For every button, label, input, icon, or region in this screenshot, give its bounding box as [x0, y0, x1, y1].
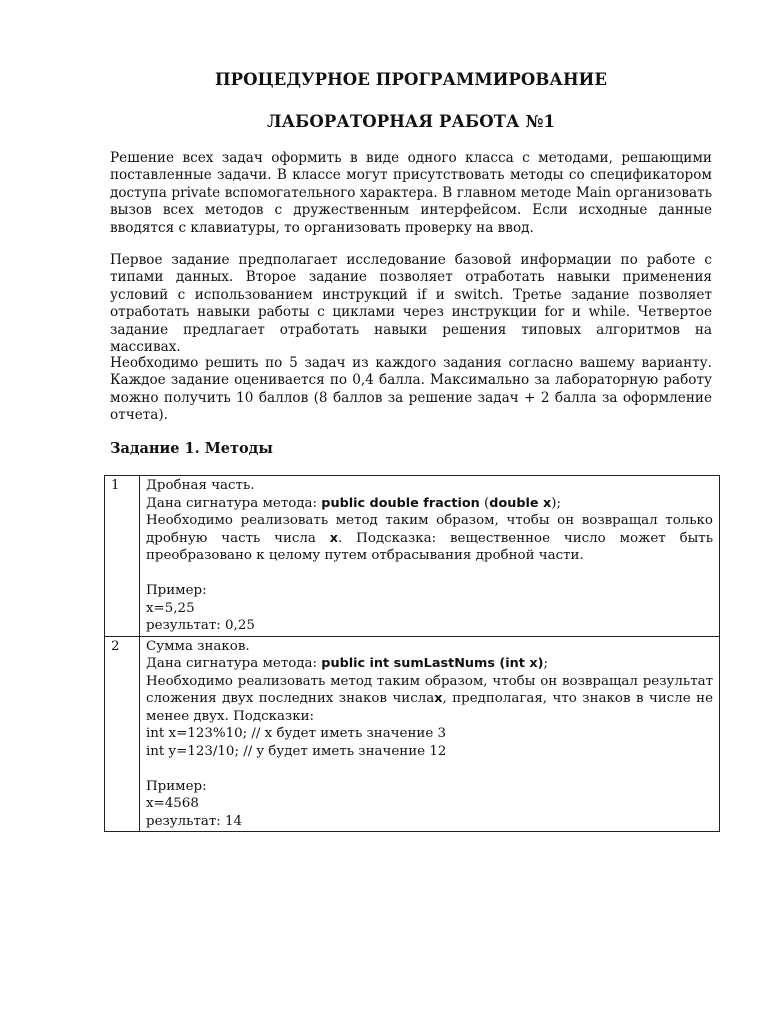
document-title: ПРОЦЕДУРНОЕ ПРОГРАММИРОВАНИЕ	[214, 70, 608, 89]
signature-code: public double fraction	[321, 495, 480, 511]
signature-param: double x	[489, 495, 552, 511]
description-variable: x	[329, 530, 339, 546]
spacer	[146, 565, 713, 583]
example-result: результат: 14	[146, 813, 243, 829]
task-content	[140, 636, 720, 832]
table-row	[105, 476, 720, 637]
document-subtitle: ЛАБОРАТОРНАЯ РАБОТА №1	[266, 112, 556, 131]
intro-paragraph-3: Необходимо решить по 5 задач из каждого задания согласно вашему варианту. Каждое задание оценивается по 0,4 балла. Максимально за лабораторную работу можно получить 10 баллов (8 баллов за решение задач + 2 балла за оформление отчета).	[110, 355, 712, 424]
description-variable: x	[434, 691, 443, 706]
task-number: 1	[105, 476, 140, 637]
signature-end: ;	[543, 656, 548, 671]
task-content	[140, 476, 720, 637]
intro-paragraph-2: Первое задание предполагает исследование базовой информации по работе с типами данных. Второе задание позволяет отработать навыки применения условий с использованием инструкций if и switch. Третье задание позволяет отработать навыки работы с циклами через инструкции for и while. Четвертое задание предлагает отработать навыки решения типовых алгоритмов на массивах.	[110, 252, 712, 356]
description-text-end: . Подсказка: вещественное число может быть преобразовано к целому путем отбрасывания дробной части.	[146, 530, 713, 563]
hint-line-1: int x=123%10; // x будет иметь значение 3	[146, 726, 447, 741]
intro-paragraph-1: Решение всех задач оформить в виде одного класса с методами, решающими поставленные задачи. В классе могут присутствовать методы со спецификатором доступа private вспомогательного характера. В главном методе Main организовать вызов всех методов с дружественным интерфейсом. Если исходные данные вводятся с клавиатуры, то организовать проверку на ввод.	[110, 150, 712, 236]
example-input: x=4568	[146, 796, 199, 811]
section-heading: Задание 1. Методы	[110, 440, 273, 457]
signature-end: );	[551, 495, 562, 511]
task-description	[146, 512, 713, 565]
description-text-end: , предполагая, что знаков в числе не менее двух. Подсказки:	[146, 691, 713, 724]
signature-paren: (	[479, 495, 490, 511]
example-label: Пример:	[146, 778, 207, 794]
task-title: Сумма знаков.	[146, 638, 250, 654]
table-row	[105, 636, 720, 832]
task-signature	[146, 655, 713, 673]
tasks-table	[104, 475, 720, 832]
spacer	[146, 760, 713, 778]
signature-code: public int sumLastNums (int x)	[321, 656, 544, 671]
signature-label: Дана сигнатура метода:	[146, 495, 322, 511]
task-title: Дробная часть.	[146, 478, 255, 493]
example-result: результат: 0,25	[146, 618, 255, 633]
hint-line-2: int y=123/10; // y будет иметь значение 12	[146, 743, 447, 759]
description-text: Необходимо реализовать метод таким образом, чтобы он возвращал результат сложения двух последних знаков числа	[146, 673, 713, 706]
signature-label: Дана сигнатура метода:	[146, 656, 322, 671]
example-input: x=5,25	[146, 600, 195, 616]
example-label: Пример:	[146, 583, 207, 598]
task-number: 2	[105, 636, 140, 832]
task-description	[146, 673, 713, 726]
task-signature	[146, 495, 713, 513]
description-text: Необходимо реализовать метод таким образом, чтобы он возвращал только дробную часть числа	[146, 513, 713, 546]
